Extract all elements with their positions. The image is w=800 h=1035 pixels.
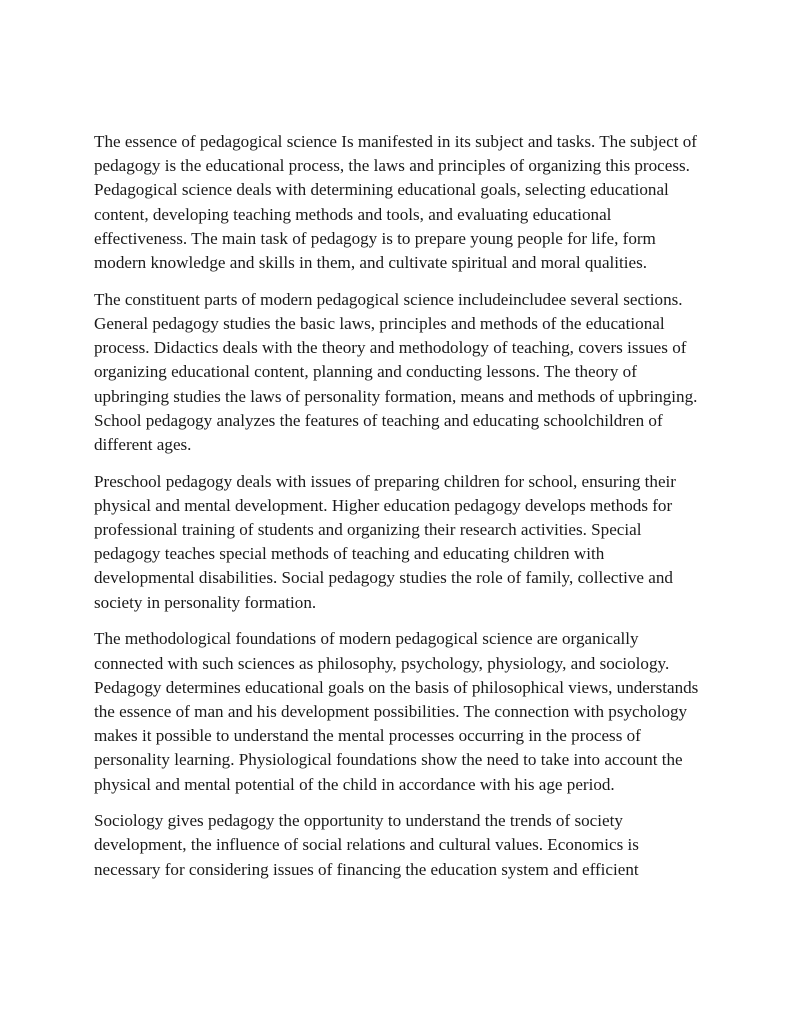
paragraph-constituent-parts: The constituent parts of modern pedagogical science includeincludee several sections. General pedagogy studies the basic laws, principles and methods of the educational process. Didactics deals with the theory and methodology of teaching, covers issues of organizing educational content, planning and conducting lessons. The theory of upbringing studies the laws of personality formation, means and methods of upbringing. School pedagogy analyzes the features of teaching and educating schoolchildren of different ages. — [94, 289, 698, 454]
paragraph-sociology: Sociology gives pedagogy the opportunity to understand the trends of society development, the influence of social relations and cultural values. Economics is necessary for considering issues of financing the education system and efficient — [94, 811, 639, 879]
paragraph-preschool-pedagogy: Preschool pedagogy deals with issues of preparing children for school, ensuring their physical and mental development. Higher education pedagogy develops methods for professional training of students and organizing their research activities. Special pedagogy teaches special methods of teaching and educating children with developmental disabilities. Social pedagogy studies the role of family, collective and society in personality formation. — [94, 471, 676, 612]
paragraph-subject-and-tasks: The essence of pedagogical science Is manifested in its subject and tasks. The subject of pedagogy is the educational process, the laws and principles of organizing this process. Pedagogical science deals with determining educational goals, selecting educational content, developing teaching methods and tools, and evaluating educational effectiveness. The main task of pedagogy is to prepare young people for life, form modern knowledge and skills in them, and cultivate spiritual and moral qualities. — [94, 132, 697, 273]
document-body — [94, 130, 704, 894]
paragraph-methodological-foundations: The methodological foundations of modern pedagogical science are organically connected with such sciences as philosophy, psychology, physiology, and sociology. Pedagogy determines educational goals on the basis of philosophical views, understands the essence of man and his development possibilities. The connection with psychology makes it possible to understand the mental processes occurring in the process of personality learning. Physiological foundations show the need to take into account the physical and mental potential of the child in accordance with his age period. — [94, 629, 699, 794]
